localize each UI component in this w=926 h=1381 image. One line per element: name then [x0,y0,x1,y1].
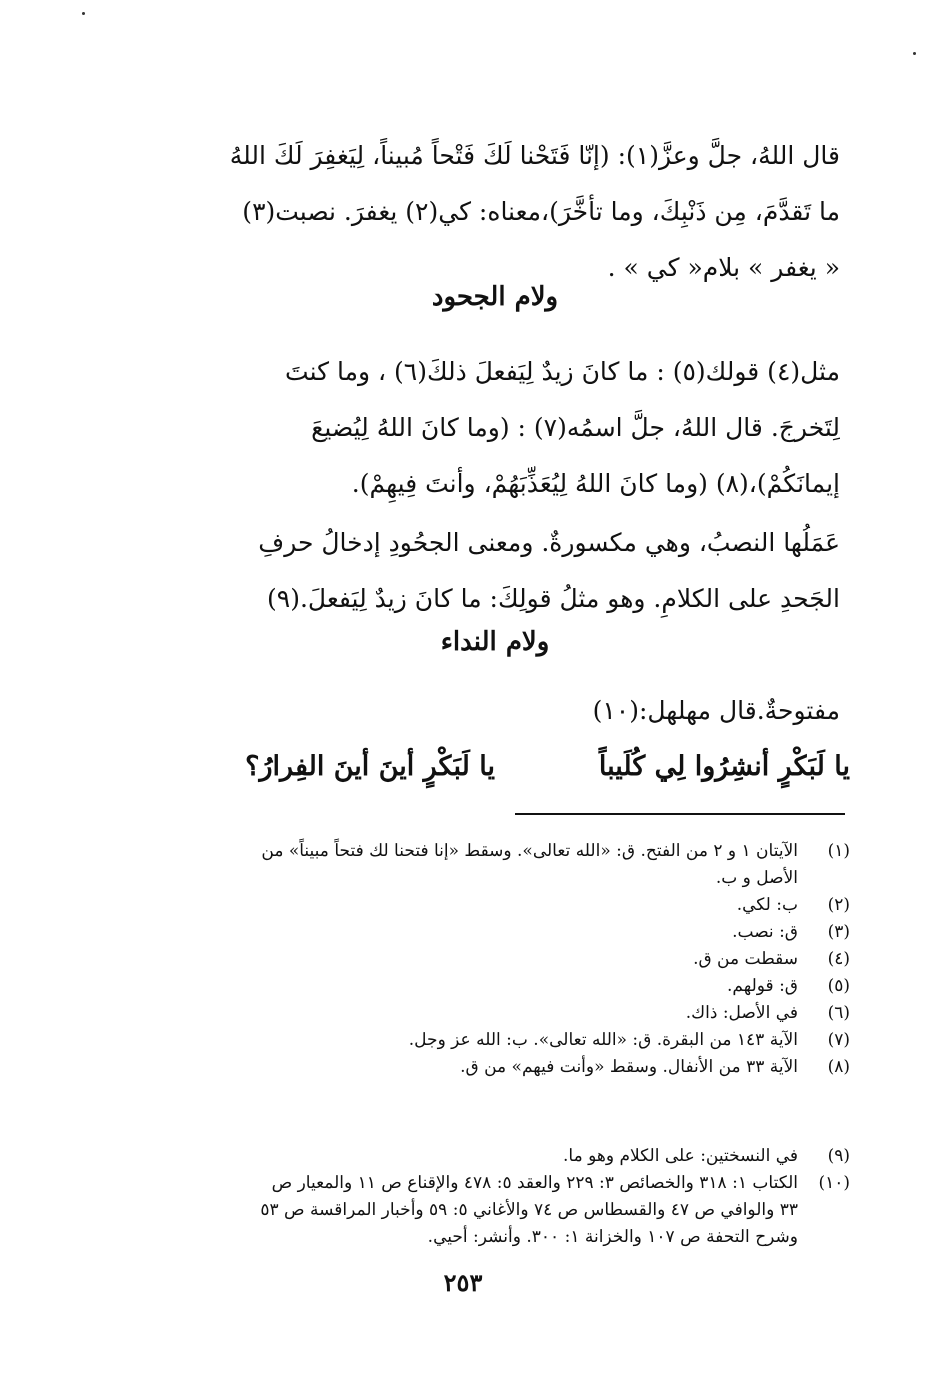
footnote [150,919,850,946]
footnote [150,1027,850,1054]
footnote-number: (٥) [827,976,850,996]
footnote [150,838,850,865]
paragraph-3 [150,515,840,627]
footnote [150,1143,850,1170]
paragraph-line: الجَحدِ على الكلامِ. وهو مثلُ قولِكَ: ما كانَ زيدٌ لِيَفعلَ.(٩) [267,584,840,613]
section-heading-nida: ولام النداء [440,627,550,657]
paragraph-line: إيمانَكُمْ)،(٨) (وما كانَ اللهُ لِيُعَذِّبَهُمْ، وأنتَ فِيهِمْ). [351,469,840,498]
paragraph-4 [150,686,840,736]
footnote-text: الآيتان ١ و ٢ من الفتح. ق: «الله تعالى». وسقط «إنا فتحنا لك فتحاً مبيناً» من [261,841,798,861]
paragraph-line: عَمَلُها النصبُ، وهي مكسورةٌ. ومعنى الجحُودِ إدخالُ حرفِ [258,528,840,557]
footnote [150,1054,850,1081]
footnote [150,973,850,1000]
footnote-number: (٣) [827,922,850,942]
footnote-text: في النسختين: على الكلام وهو ما. [563,1146,798,1166]
paragraph-line: « يغفر » بلام« كي » . [607,253,840,282]
footnote-number: (٩) [827,1146,850,1166]
scan-speck [913,52,916,55]
scan-speck [82,12,85,15]
poetry-verse [150,742,850,792]
footnote [150,892,850,919]
footnote-number: (١) [827,841,850,861]
footnote-number: (٤) [827,949,850,969]
footnote [150,1170,850,1197]
footnote-separator [515,813,845,815]
footnote-text: ٣٣ والوافي ص ٤٧ والقسطاس ص ٧٤ والأغاني ٥: ٥٩ وأخبار المراقسة ص ٥٣ [260,1200,798,1220]
footnote-text: في الأصل: ذاك. [685,1003,798,1023]
section-heading-jahood: ولام الجحود [431,282,559,312]
paragraph-2 [150,344,840,512]
footnote-number: (٢) [827,895,850,915]
paragraph-line: لِتَخرجَ. قال اللهُ، جلَّ اسمُه(٧) : (وما كانَ اللهُ لِيُضيعَ [311,413,840,442]
footnote-text: ب: لكي. [736,895,798,915]
paragraph-line: مثل(٤) قولك(٥) : ما كانَ زيدٌ لِيَفعلَ ذلكَ(٦) ، وما كنتَ [285,357,840,386]
footnote-number: (١٠) [818,1173,850,1193]
footnote-text: الأصل و ب. [715,868,798,888]
footnote-text: ق: قولهم. [727,976,798,996]
footnote-text: سقطت من ق. [693,949,798,969]
footnotes-group-1 [150,838,850,1081]
footnotes-group-2 [150,1143,850,1251]
paragraph-line: ما تَقدَّمَ، مِن ذَنْبِكَ، وما تأخَّرَ)،معناه: كي(٢) يغفرَ. نصبت(٣) [242,197,840,226]
footnote-number: (٦) [827,1003,850,1023]
paragraph-line: قال اللهُ، جلَّ وعزَّ(١): (إنّا فَتَحْنا لَكَ فَتْحاً مُبيناً، لِيَغفِرَ لَكَ اللهُ [229,141,840,170]
footnote-text: الآية ٣٣ من الأنفال. وسقط «وأنت فيهم» من ق. [460,1057,798,1077]
paragraph-1 [150,128,840,296]
verse-hemistich-1: يا لَبَكْرٍ أنشِرُوا لِي كُلَيباً [598,751,850,782]
footnote-text: الآية ١٤٣ من البقرة. ق: «الله تعالى». ب: الله عز وجل. [408,1030,798,1050]
footnote [150,1000,850,1027]
page-number: ٢٥٣ [443,1268,483,1297]
verse-hemistich-2: يا لَبَكْرٍ أينَ أينَ الفِرارُ؟ [245,751,495,782]
footnote-text: ق: نصب. [732,922,798,942]
footnote-number: (٨) [827,1057,850,1077]
footnote-text: الكتاب ١: ٣١٨ والخصائص ٣: ٢٢٩ والعقد ٥: ٤٧٨ والإقناع ص ١١ والمعيار ص [271,1173,798,1193]
paragraph-line: مفتوحةٌ.قال مهلهل:(١٠) [592,696,840,725]
footnote-number: (٧) [827,1030,850,1050]
footnote-text: وشرح التحفة ص ١٠٧ والخزانة ١: ٣٠٠. وأنشر: أحيي. [427,1227,798,1247]
footnote [150,946,850,973]
